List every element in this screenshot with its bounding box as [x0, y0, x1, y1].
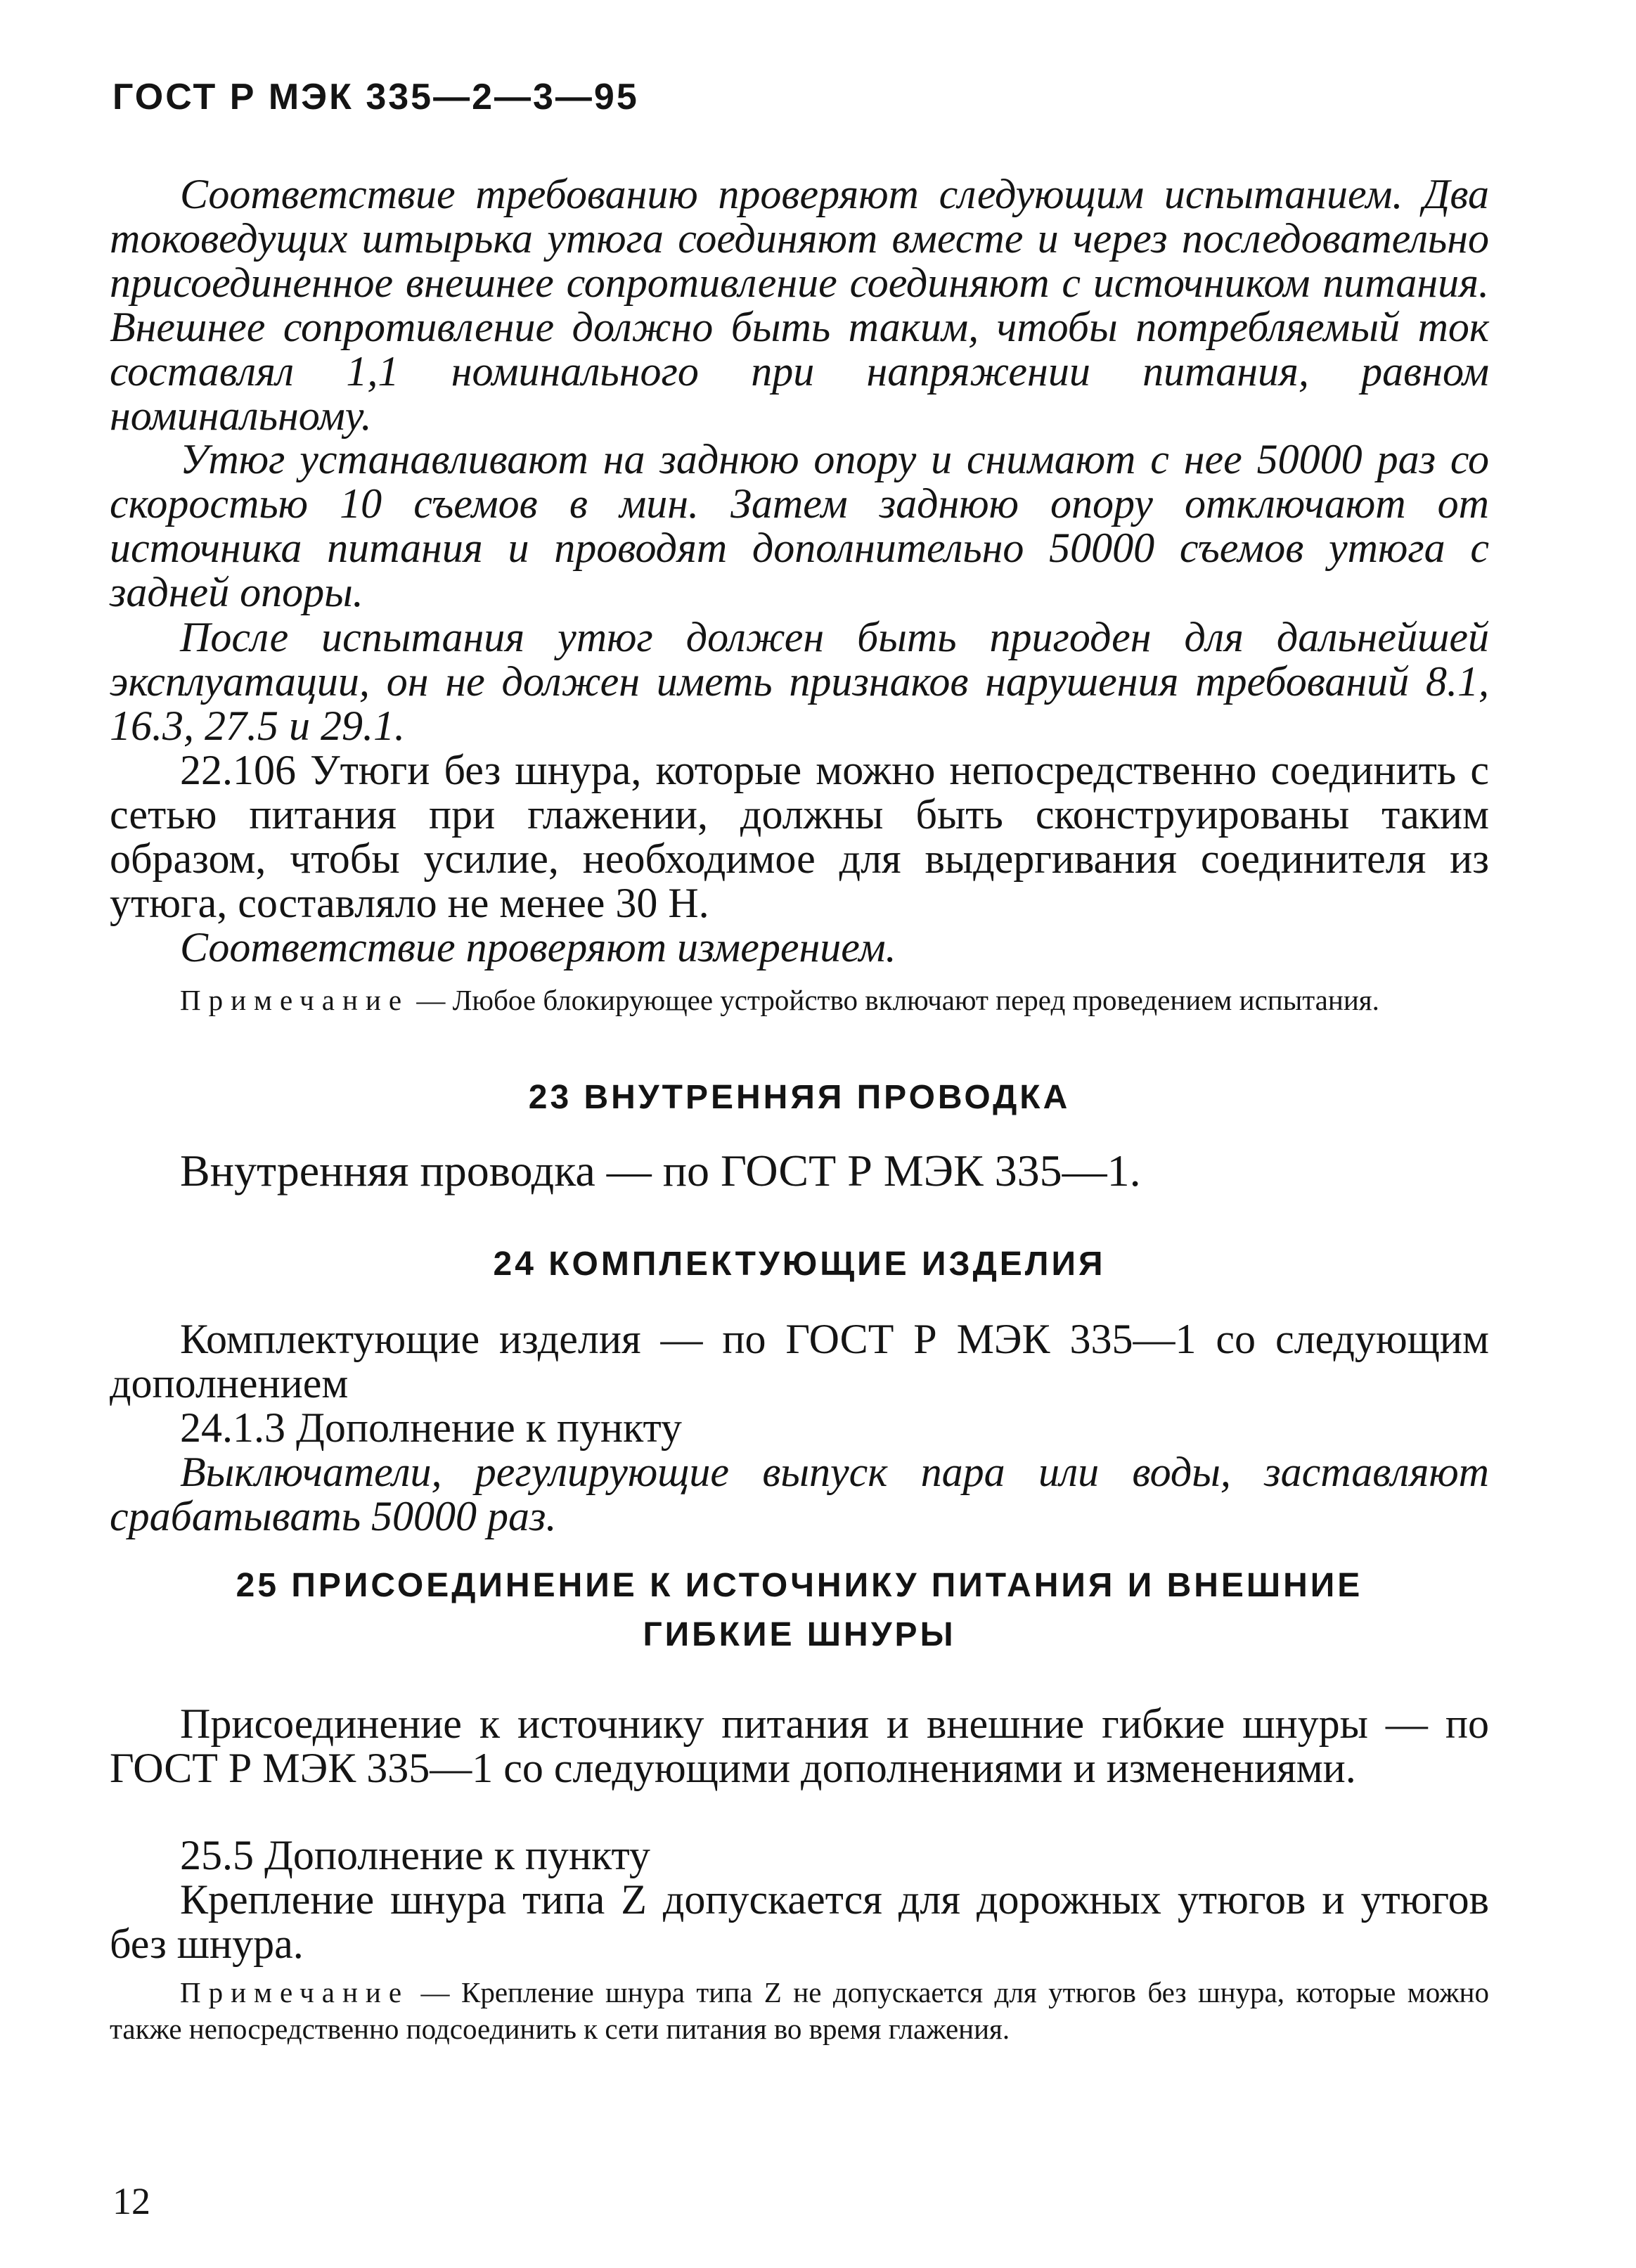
- paragraph-test-method: Соответствие требованию проверяют следующим испытанием. Два токоведущих штырька утюга соединяют вместе и через последовательно присоединенное внешнее сопротивление соединяют с источником питания. Внешнее сопротивление должно быть таким, чтобы потребляемый ток составлял 1,1 номинального при напряжении питания, равном номинальному.: [110, 171, 1489, 439]
- section-23-heading: 23 ВНУТРЕННЯЯ ПРОВОДКА: [528, 1079, 1071, 1116]
- section-23-text: Внутренняя проводка — по ГОСТ Р МЭК 335—1.: [180, 1146, 1141, 1196]
- paragraph-clause-22-106: 22.106 Утюги без шнура, которые можно непосредственно соединить с сетью питания при глажении, должны быть сконструированы таким образом, чтобы усилие, необходимое для выдергивания соединителя из утюга, составляло не менее 30 Н.: [110, 747, 1489, 926]
- note-blocking-device: [110, 982, 1489, 1018]
- note-text: — Крепление шнура типа Z не допускается для утюгов без шнура, которые можно также непосредственно подсоединить к сети питания во время глажения.: [110, 1976, 1489, 2045]
- paragraph-compliance-measurement: Соответствие проверяют измерением.: [180, 924, 896, 970]
- section-25-heading-line-2: ГИБКИЕ ШНУРЫ: [643, 1616, 956, 1653]
- clause-25-5-text: Крепление шнура типа Z допускается для дорожных утюгов и утюгов без шнура.: [110, 1876, 1489, 1967]
- section-25-heading-line-1: 25 ПРИСОЕДИНЕНИЕ К ИСТОЧНИКУ ПИТАНИЯ И ВНЕШНИЕ: [236, 1567, 1363, 1604]
- note-text: — Любое блокирующее устройство включают перед проведением испытания.: [409, 984, 1379, 1016]
- document-header: ГОСТ Р МЭК 335—2—3—95: [112, 77, 639, 117]
- paragraph-after-test: После испытания утюг должен быть пригоден для дальнейшей эксплуатации, он не должен иметь признаков нарушения требований 8.1, 16.3, 27.5 и 29.1.: [110, 614, 1489, 749]
- paragraph-support-test: Утюг устанавливают на заднюю опору и снимают с нее 50000 раз со скоростью 10 съемов в мин. Затем заднюю опору отключают от источника питания и проводят дополнительно 50000 съемов утюга с задней опоры.: [110, 436, 1489, 615]
- note-cord-type-z: [110, 1974, 1489, 2047]
- section-25-text: Присоединение к источнику питания и внешние гибкие шнуры — по ГОСТ Р МЭК 335—1 со следующими дополнениями и изменениями.: [110, 1700, 1489, 1791]
- note-label: Примечание: [180, 1976, 410, 2008]
- note-label: Примечание: [180, 984, 410, 1016]
- clause-24-1-3: 24.1.3 Дополнение к пункту: [180, 1404, 682, 1451]
- section-24-heading: 24 КОМПЛЕКТУЮЩИЕ ИЗДЕЛИЯ: [493, 1245, 1106, 1283]
- clause-24-1-3-text: Выключатели, регулирующие выпуск пара или воды, заставляют срабатывать 50000 раз.: [110, 1449, 1489, 1539]
- clause-25-5: 25.5 Дополнение к пункту: [180, 1832, 650, 1878]
- page-number: 12: [112, 2180, 150, 2222]
- section-24-text: Комплектующие изделия — по ГОСТ Р МЭК 335—1 со следующим дополнением: [110, 1316, 1489, 1407]
